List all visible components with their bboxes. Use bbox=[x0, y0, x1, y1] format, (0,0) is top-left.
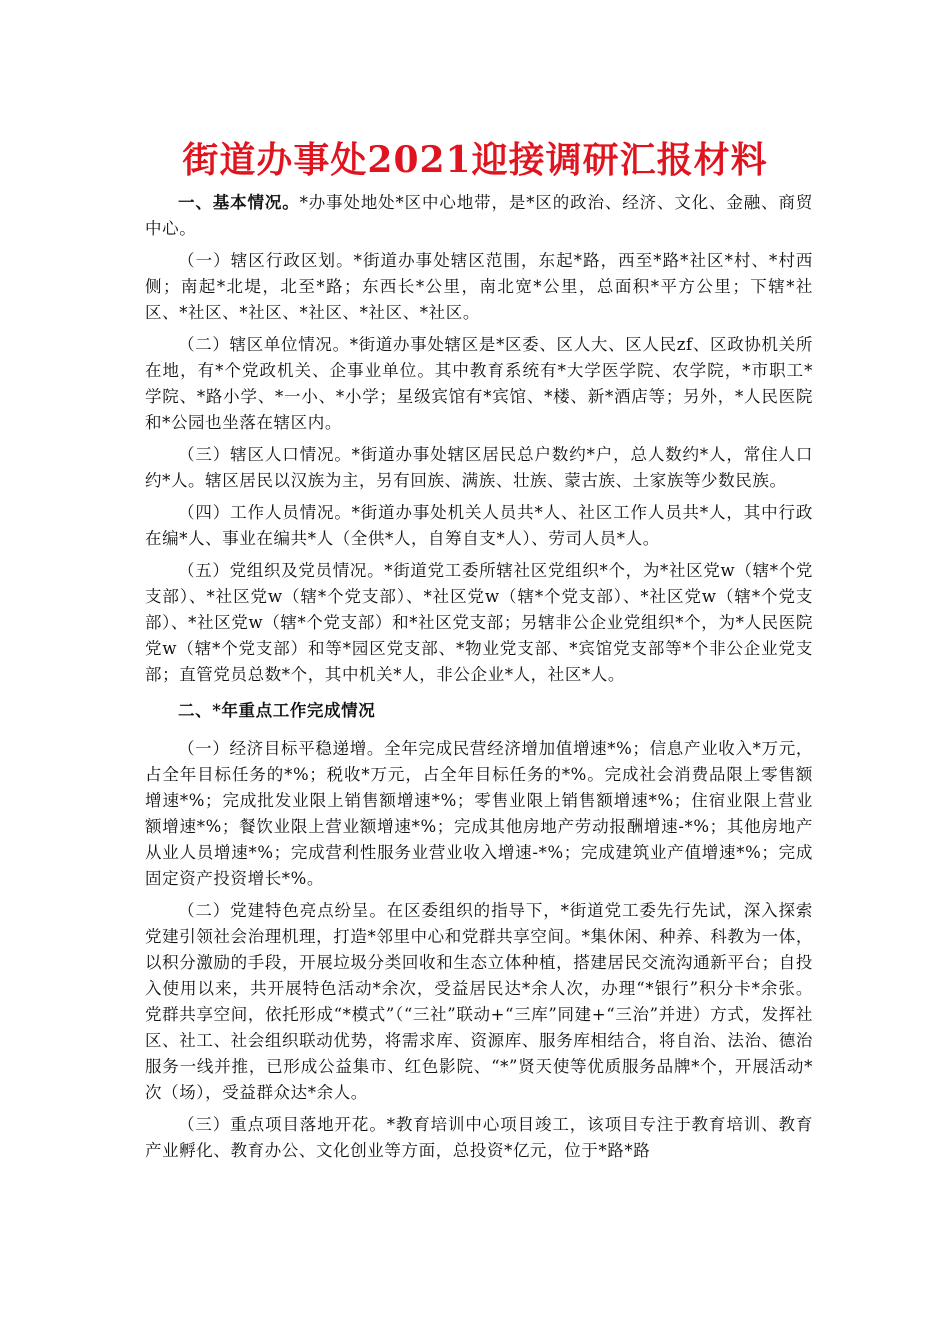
section1-paragraph-4: （四）工作人员情况。*街道办事处机关人员共*人、社区工作人员共*人，其中行政在编*人、事业在编共*人（全供*人，自筹自支*人）、劳司人员*人。 bbox=[145, 503, 813, 548]
section1-intro-text: *办事处地处*区中心地带，是*区的政治、经济、文化、金融、商贸中心。 bbox=[145, 193, 814, 238]
section1-intro-paragraph bbox=[145, 190, 813, 242]
section2-paragraph-3: （三）重点项目落地开花。*教育培训中心项目竣工，该项目专注于教育培训、教育产业孵化、教育办公、文化创业等方面，总投资*亿元，位于*路*路 bbox=[145, 1115, 813, 1160]
document-body bbox=[145, 190, 813, 1170]
section2-paragraph-1: （一）经济目标平稳递增。全年完成民营经济增加值增速*%；信息产业收入*万元，占全年目标任务的*%；税收*万元，占全年目标任务的*%。完成社会消费品限上零售额增速*%；完成批发业限上销售额增速*%；零售业限上销售额增速*%；住宿业限上营业额增速*%；餐饮业限上营业额增速*%；完成其他房地产劳动报酬增速-*%；其他房地产从业人员增速*%；完成营利性服务业营业收入增速-*%；完成建筑业产值增速*%；完成固定资产投资增长*%。 bbox=[145, 739, 813, 888]
section1-paragraph-5: （五）党组织及党员情况。*街道党工委所辖社区党组织*个，为*社区党w（辖*个党支部）、*社区党w（辖*个党支部）、*社区党w（辖*个党支部）、*社区党w（辖*个党支部）、*社区党w（辖*个党支部）和*社区党支部；另辖非公企业党组织*个，为*人民医院党w（辖*个党支部）和等*园区党支部、*物业党支部、*宾馆党支部等*个非公企业党支部；直管党员总数*个，其中机关*人，非公企业*人，社区*人。 bbox=[145, 561, 813, 684]
section2-heading: 二、*年重点工作完成情况 bbox=[178, 701, 376, 720]
section1-paragraph-2: （二）辖区单位情况。*街道办事处辖区是*区委、区人大、区人民zf、区政协机关所在地，有*个党政机关、企事业单位。其中教育系统有*大学医学院、农学院，*市职工*学院、*路小学、*一小、*小学；星级宾馆有*宾馆、*楼、新*酒店等；另外，*人民医院和*公园也坐落在辖区内。 bbox=[145, 335, 813, 432]
section1-heading: 一、基本情况。 bbox=[178, 193, 300, 212]
section1-paragraph-1: （一）辖区行政区划。*街道办事处辖区范围，东起*路，西至*路*社区*村、*村西侧；南起*北堤，北至*路；东西长*公里，南北宽*公里，总面积*平方公里；下辖*社区、*社区、*社区、*社区、*社区、*社区。 bbox=[145, 251, 813, 322]
section1-paragraph-3: （三）辖区人口情况。*街道办事处辖区居民总户数约*户，总人数约*人，常住人口约*人。辖区居民以汉族为主，另有回族、满族、壮族、蒙古族、土家族等少数民族。 bbox=[145, 445, 813, 490]
document-title: 街道办事处2021迎接调研汇报材料 bbox=[182, 139, 768, 181]
section2-paragraph-2: （二）党建特色亮点纷呈。在区委组织的指导下，*街道党工委先行先试，深入探索党建引领社会治理机理，打造*邻里中心和党群共享空间。*集休闲、种养、科教为一体，以积分激励的手段，开展垃圾分类回收和生态立体种植，搭建居民交流沟通新平台；自投入使用以来，共开展特色活动*余次，受益居民达*余人次，办理“*银行”积分卡*余张。党群共享空间，依托形成“*模式”（“三社”联动+“三库”同建+“三治”并进）方式，发挥社区、社工、社会组织联动优势，将需求库、资源库、服务库相结合，将自治、法治、德治服务一线并推，已形成公益集市、红色影院、“*”贤天使等优质服务品牌*个，开展活动*次（场），受益群众达*余人。 bbox=[145, 901, 813, 1102]
